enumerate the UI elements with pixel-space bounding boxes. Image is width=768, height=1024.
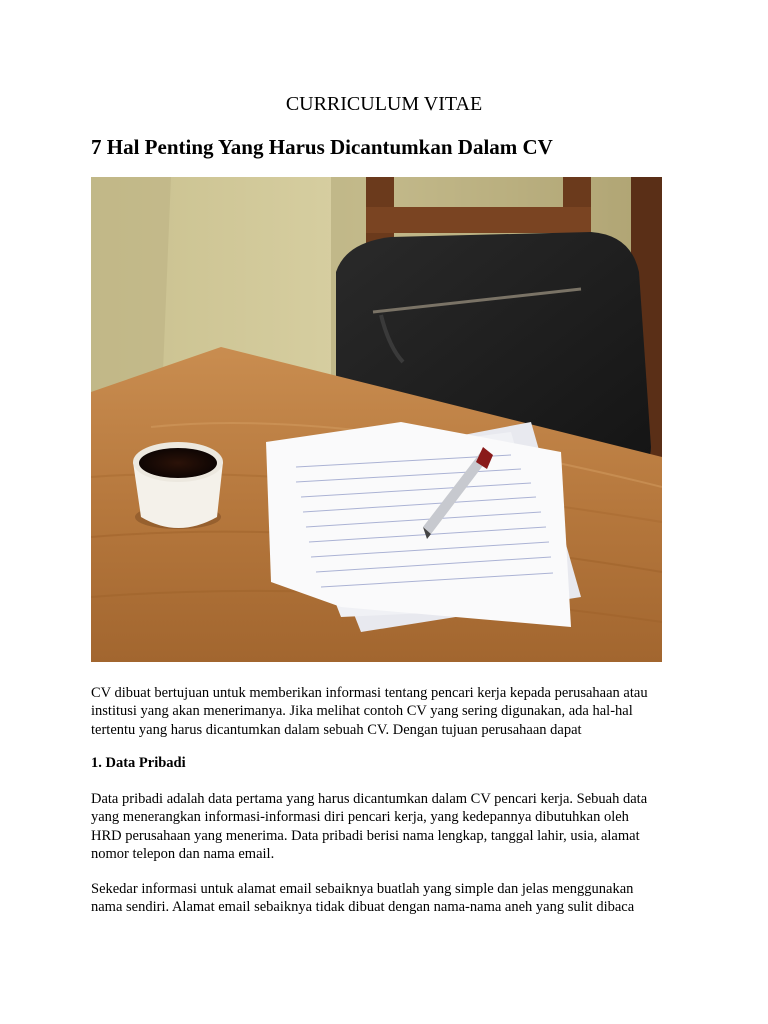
paragraph-line: nomor telepon dan nama email. (91, 846, 275, 863)
section-paragraph (91, 880, 681, 917)
document-subtitle: 7 Hal Penting Yang Harus Dicantumkan Dalam CV (91, 135, 553, 159)
desk-with-coffee-and-papers-photo (91, 177, 662, 662)
paragraph-line: HRD perusahaan yang menerima. Data pribadi berisi nama lengkap, tanggal lahir, usia, alamat (91, 827, 640, 844)
intro-paragraph (91, 684, 681, 739)
intro-line: tertentu yang harus dicantumkan dalam sebuah CV. Dengan tujuan perusahaan dapat (91, 721, 582, 738)
document-title: CURRICULUM VITAE (285, 93, 483, 115)
intro-line: institusi yang akan menerimanya. Jika melihat contoh CV yang sering digunakan, ada hal-hal (91, 703, 633, 720)
paragraph-line: nama sendiri. Alamat email sebaiknya tidak dibuat dengan nama-nama aneh yang sulit dibaca (91, 899, 635, 916)
intro-line: CV dibuat bertujuan untuk memberikan informasi tentang pencari kerja kepada perusahaan atau (91, 685, 648, 701)
section-heading: 1. Data Pribadi (91, 755, 186, 771)
paragraph-line: Data pribadi adalah data pertama yang harus dicantumkan dalam CV pencari kerja. Sebuah data (91, 791, 648, 807)
paragraph-line: yang menerangkan informasi-informasi diri pencari kerja, yang kedepannya dibutuhkan oleh (91, 809, 629, 826)
paragraph-line: Sekedar informasi untuk alamat email sebaiknya buatlah yang simple dan jelas menggunakan (91, 881, 634, 897)
section-paragraph (91, 790, 681, 864)
